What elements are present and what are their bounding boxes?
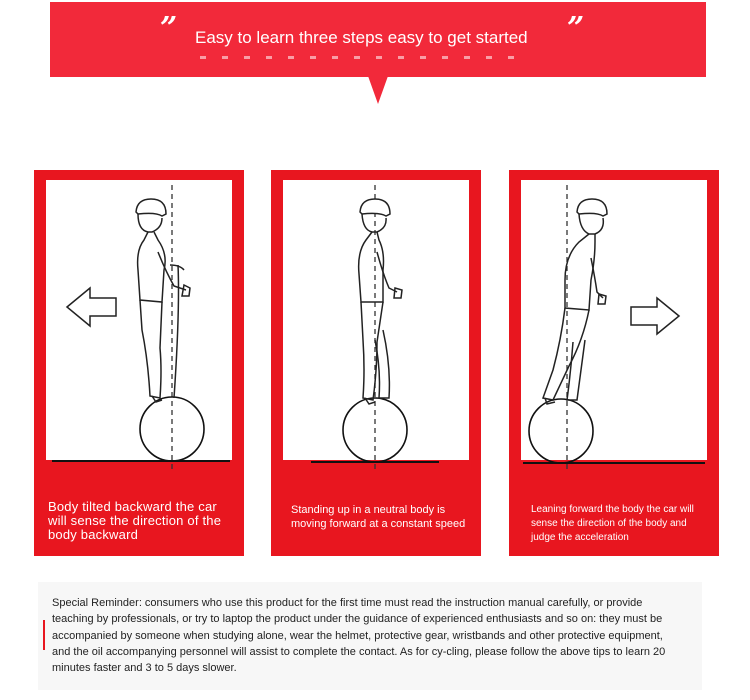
step-card-backward	[34, 170, 244, 556]
special-reminder-text: Special Reminder: consumers who use this product for the first time must read the instruction manual carefully, or provide teaching by professionals, or try to laptop the product under the guidance of experienced enthusiasts and so on: they must be accompanied by someone when studying alone, wear the helmet, protective gear, wristbands and other protective equipment, and the oil accompanying personnel will assist to complete the contact. As for cy-cling, please follow the above tips to learn 20 minutes faster and 3 to 5 days slower.	[52, 597, 666, 675]
step-caption: Standing up in a neutral body is moving forward at a constant speed	[291, 504, 466, 530]
page-title: Easy to learn three steps easy to get started	[195, 28, 528, 47]
step-caption: Leaning forward the body the car will sense the direction of the body and judge the acceleration	[531, 504, 694, 543]
rider-figure	[543, 199, 607, 404]
banner-decoration	[200, 56, 530, 59]
banner-pointer	[368, 76, 388, 104]
rider-figure	[359, 199, 402, 404]
rider-figure	[136, 199, 190, 402]
wheel	[529, 399, 593, 463]
step-illustration	[271, 170, 481, 556]
step-caption: Body tilted backward the car will sense the direction of the body backward	[48, 499, 222, 542]
step-card-forward	[509, 170, 719, 556]
reminder-accent-bar	[43, 620, 45, 650]
step-card-neutral	[271, 170, 481, 556]
close-quote-icon: ”	[567, 11, 585, 46]
step-illustration	[509, 170, 719, 556]
right-arrow-icon	[631, 298, 679, 334]
open-quote-icon: ”	[160, 11, 178, 46]
left-arrow-icon	[67, 288, 116, 326]
